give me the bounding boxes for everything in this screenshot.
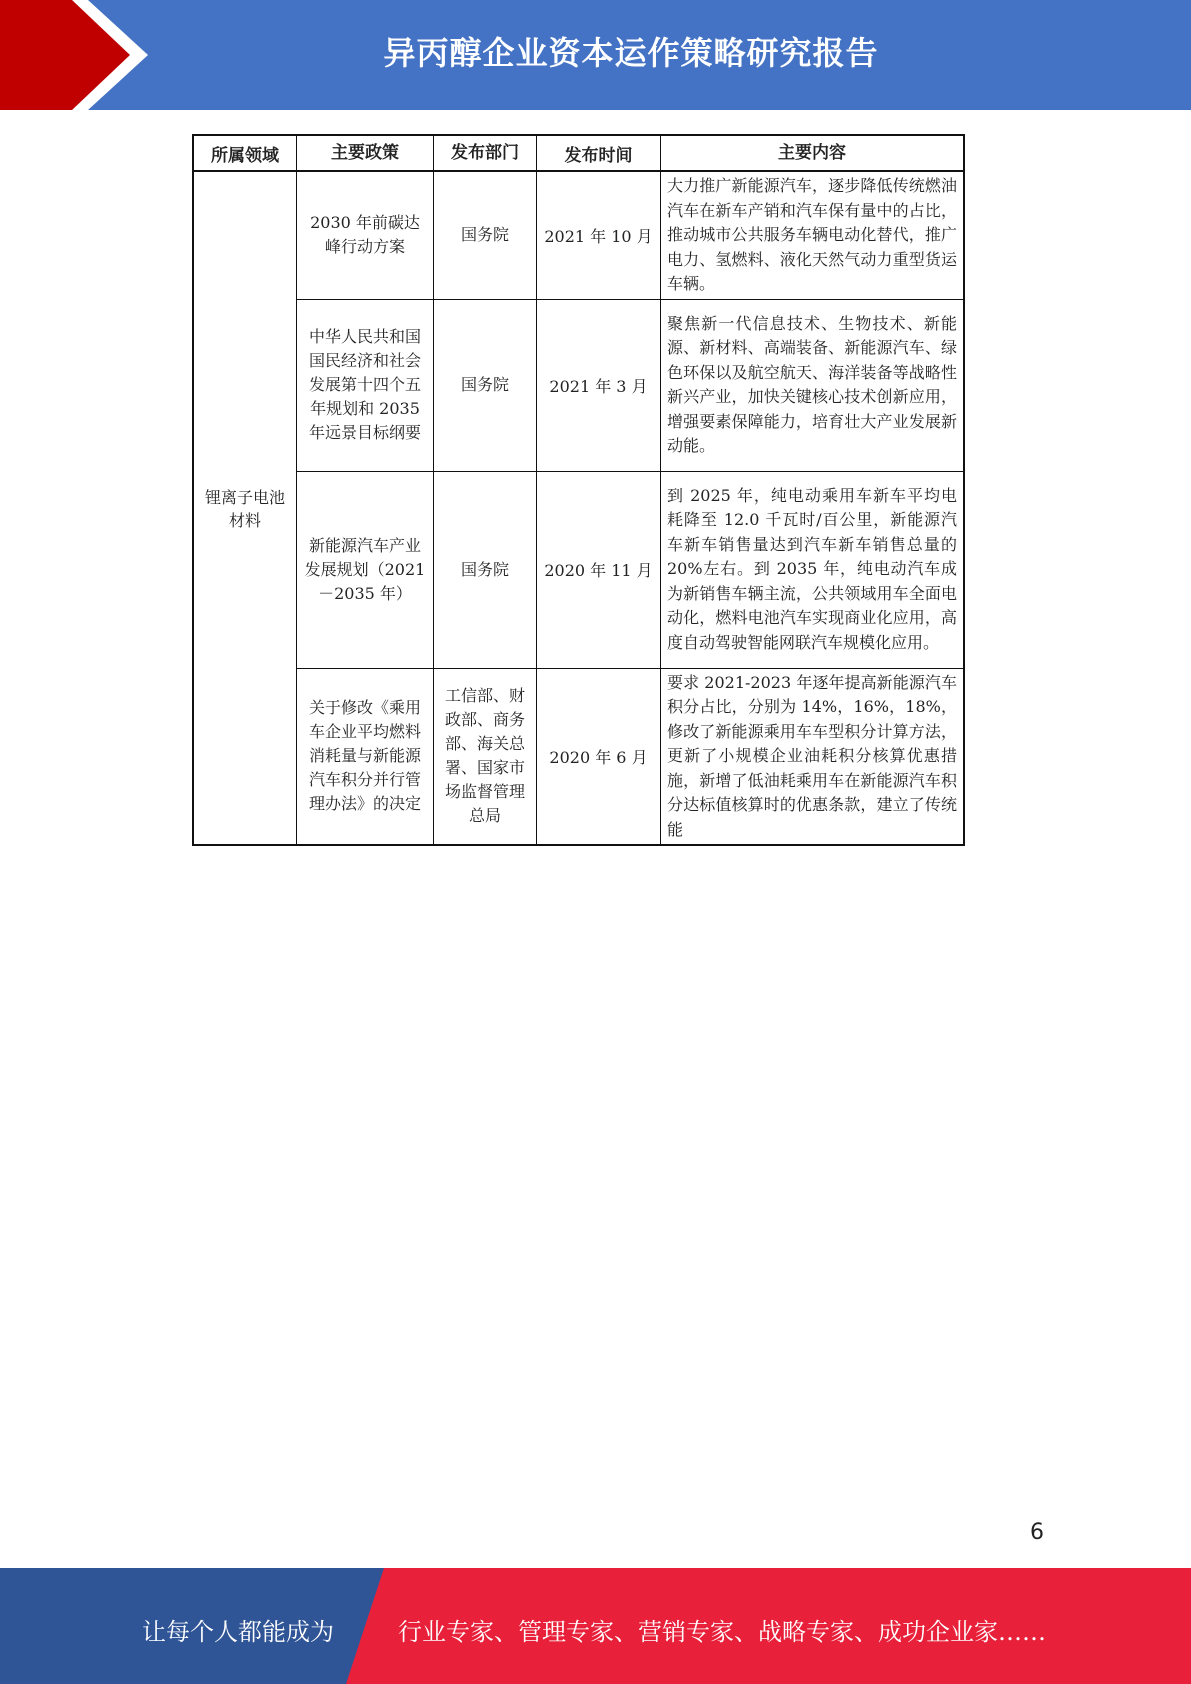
date-cell: 2020 年 6 月 xyxy=(537,668,661,845)
table-row xyxy=(193,668,964,845)
dept-cell: 国务院 xyxy=(434,171,537,299)
header-dept: 发布部门 xyxy=(434,135,537,171)
header-field: 所属领域 xyxy=(193,135,297,171)
page-number: 6 xyxy=(1030,1520,1044,1545)
policy-table xyxy=(192,134,965,846)
report-title: 异丙醇企业资本运作策略研究报告 xyxy=(383,34,879,72)
policy-cell: 中华人民共和国国民经济和社会发展第十四个五年规划和 2035 年远景目标纲要 xyxy=(297,299,434,471)
table-row xyxy=(193,471,964,668)
content-cell: 要求 2021-2023 年逐年提高新能源汽车积分占比，分别为 14%，16%，18%，修改了新能源乘用车车型积分计算方法，更新了小规模企业油耗积分核算优惠措施，新增了低油耗乘用车在新能源汽车积分达标值核算时的优惠条款，建立了传统能 xyxy=(661,668,965,845)
footer-slogan-left: 让每个人都能成为 xyxy=(142,1618,334,1646)
content-cell: 聚焦新一代信息技术、生物技术、新能源、新材料、高端装备、新能源汽车、绿色环保以及航空航天、海洋装备等战略性新兴产业，加快关键核心技术创新应用，增强要素保障能力，培育壮大产业发展新动能。 xyxy=(661,299,965,471)
date-cell: 2020 年 11 月 xyxy=(537,471,661,668)
table-row xyxy=(193,171,964,299)
page-footer xyxy=(0,1568,1191,1684)
content-cell: 大力推广新能源汽车，逐步降低传统燃油汽车在新车产销和汽车保有量中的占比，推动城市公共服务车辆电动化替代，推广电力、氢燃料、液化天然气动力重型货运车辆。 xyxy=(661,171,965,299)
dept-cell: 国务院 xyxy=(434,471,537,668)
footer-slogan-right: 行业专家、管理专家、营销专家、战略专家、成功企业家…… xyxy=(398,1618,1046,1646)
dept-cell: 国务院 xyxy=(434,299,537,471)
header-content: 主要内容 xyxy=(661,135,965,171)
policy-cell: 关于修改《乘用车企业平均燃料消耗量与新能源汽车积分并行管理办法》的决定 xyxy=(297,668,434,845)
header-policy: 主要政策 xyxy=(297,135,434,171)
policy-cell: 新能源汽车产业发展规划（2021－2035 年） xyxy=(297,471,434,668)
table-header-row xyxy=(193,135,964,171)
dept-cell: 工信部、财政部、商务部、海关总署、国家市场监督管理总局 xyxy=(434,668,537,845)
field-cell: 锂离子电池材料 xyxy=(193,171,297,845)
header-date: 发布时间 xyxy=(537,135,661,171)
page-header xyxy=(0,0,1191,110)
date-cell: 2021 年 3 月 xyxy=(537,299,661,471)
table-row xyxy=(193,299,964,471)
policy-table-container xyxy=(192,134,965,846)
policy-cell: 2030 年前碳达峰行动方案 xyxy=(297,171,434,299)
content-cell: 到 2025 年，纯电动乘用车新车平均电耗降至 12.0 千瓦时/百公里，新能源汽车新车销售量达到汽车新车销售总量的 20%左右。到 2035 年，纯电动汽车成为新销售车辆主流，公共领域用车全面电动化，燃料电池汽车实现商业化应用，高度自动驾驶智能网联汽车规模化应用。 xyxy=(661,471,965,668)
date-cell: 2021 年 10 月 xyxy=(537,171,661,299)
